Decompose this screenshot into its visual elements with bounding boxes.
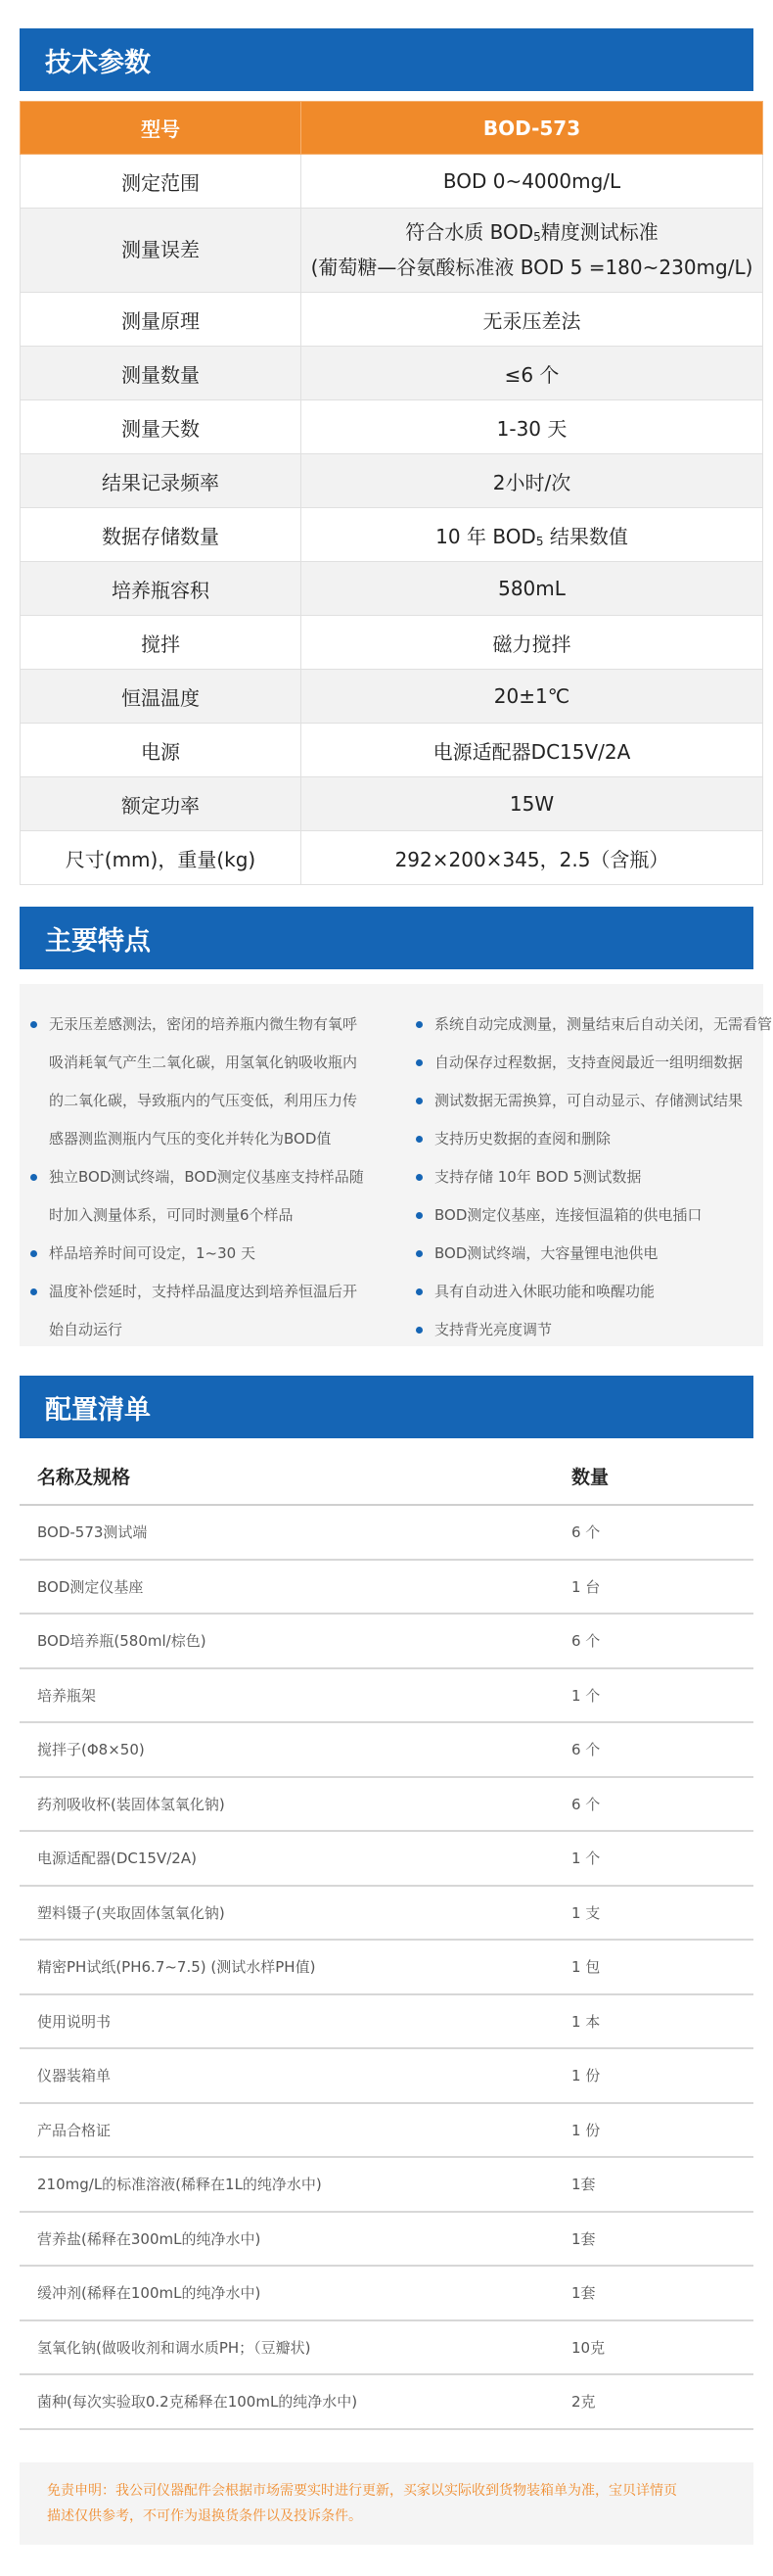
spec-row [21,155,763,209]
spec-value: 2小时/次 [301,454,763,508]
feature-item [25,1196,387,1235]
config-item-name: BOD-573测试端 [37,1523,148,1542]
bullet-icon [30,1250,37,1257]
bullet-icon [30,1174,37,1181]
feature-text: 始自动运行 [49,1321,123,1338]
spec-label: 培养瓶容积 [21,562,301,616]
features-panel [20,984,773,1346]
spec-label: 结果记录频率 [21,454,301,508]
features-list-right [411,1006,773,1349]
feature-item [25,1311,387,1349]
feature-text: 样品培养时间可设定，1~30 天 [49,1244,255,1262]
config-item-qty: 10克 [571,2338,606,2357]
config-item-name: BOD培养瓶(580ml/棕色) [37,1632,206,1651]
config-row [20,1832,753,1887]
spec-label: 电源 [21,724,301,777]
bullet-icon [416,1098,423,1104]
spec-header-model: BOD-573 [301,102,763,155]
bullet-icon [416,1327,423,1334]
spec-value-part: 10 年 BOD [435,524,536,548]
config-item-qty: 1 份 [571,2121,601,2139]
config-rows [20,1506,753,2430]
spec-row [21,347,763,400]
config-item-qty: 6 个 [571,1795,601,1813]
feature-text: 测试数据无需换算，可自动显示、存储测试结果 [434,1092,744,1109]
config-row [20,2049,753,2104]
config-item-name: 氢氧化钠(做吸收剂和调水质PH；（豆瓣状) [37,2338,311,2357]
config-item-name: 精密PH试纸(PH6.7~7.5) (测试水样PH值) [37,1958,316,1977]
config-item-qty: 1 支 [571,1903,601,1922]
bullet-icon [416,1212,423,1219]
config-item-qty: 1套 [571,2176,596,2194]
bullet-icon [416,1136,423,1143]
spec-value-subscript: 5 [535,534,544,548]
spec-row [21,670,763,724]
spec-header-label: 型号 [21,102,301,155]
spec-table [20,101,763,885]
bullet-icon [30,1288,37,1295]
config-row [20,1506,753,1561]
spec-value: 电源适配器DC15V/2A [301,724,763,777]
config-item-qty: 6 个 [571,1741,601,1759]
spec-row [21,616,763,670]
spec-value: ≤6 个 [301,347,763,400]
feature-text: 支持存储 10年 BOD 5测试数据 [434,1168,642,1186]
config-section-title: 配置清单 [20,1376,753,1438]
feature-text: 系统自动完成测量，测量结束后自动关闭，无需看管 [434,1015,773,1033]
spec-value [301,209,763,293]
feature-text: 独立BOD测试终端，BOD测定仪基座支持样品随 [49,1168,364,1186]
bullet-icon [30,1021,37,1028]
spec-value: 292×200×345，2.5（含瓶） [301,831,763,885]
config-row [20,1887,753,1942]
spec-label: 尺寸(mm)，重量(kg) [21,831,301,885]
config-item-name: 使用说明书 [37,2012,112,2031]
feature-item [25,1006,387,1044]
config-item-qty: 1 台 [571,1577,601,1596]
feature-item [411,1311,773,1349]
config-item-qty: 1 本 [571,2012,601,2031]
spec-label: 测量数量 [21,347,301,400]
config-item-name: 搅拌子(Φ8×50) [37,1741,145,1759]
spec-value: BOD 0~4000mg/L [301,155,763,209]
disclaimer-line: 描述仅供参考，不可作为退换货条件以及投诉条件。 [47,2508,362,2524]
spec-row [21,831,763,885]
config-item-name: 210mg/L的标准溶液(稀释在1L的纯净水中) [37,2176,322,2194]
config-row [20,2375,753,2430]
config-item-name: 缓冲剂(稀释在100mL的纯净水中) [37,2284,261,2303]
feature-item [25,1120,387,1158]
config-item-qty: 6 个 [571,1523,601,1542]
spec-label: 测定范围 [21,155,301,209]
bullet-icon [416,1059,423,1066]
spec-value-subscript: 5 [533,230,541,244]
spec-label: 测量原理 [21,293,301,347]
spec-value: 15W [301,777,763,831]
config-row [20,1778,753,1833]
feature-text: 支持历史数据的查阅和删除 [434,1130,612,1147]
spec-label: 搅拌 [21,616,301,670]
spec-value: 磁力搅拌 [301,616,763,670]
spec-value [301,508,763,562]
feature-item [411,1196,773,1235]
bullet-icon [416,1250,423,1257]
feature-item [25,1158,387,1196]
config-item-qty: 1 个 [571,1686,601,1705]
config-item-qty: 1套 [571,2229,596,2248]
feature-text: BOD测定仪基座，连接恒温箱的供电插口 [434,1206,703,1224]
config-item-name: 电源适配器(DC15V/2A) [37,1850,197,1868]
bullet-icon [416,1174,423,1181]
config-row [20,1615,753,1669]
feature-item [411,1006,773,1044]
config-header-row [20,1447,753,1506]
config-item-name: 菌种(每次实验取0.2克稀释在100mL的纯净水中) [37,2393,358,2412]
config-item-name: 产品合格证 [37,2121,112,2139]
config-row [20,1723,753,1778]
spec-value-part: 结果数值 [543,524,628,548]
feature-text: 感器测监测瓶内气压的变化并转化为BOD值 [49,1130,332,1147]
config-row [20,2267,753,2321]
spec-label: 测量天数 [21,400,301,454]
config-item-qty: 1 份 [571,2067,601,2085]
spec-label: 额定功率 [21,777,301,831]
feature-text: 的二氧化碳，导致瓶内的气压变低，利用压力传 [49,1092,358,1109]
config-row [20,2321,753,2376]
feature-text: 支持背光亮度调节 [434,1321,553,1338]
config-row [20,2213,753,2268]
feature-item [411,1158,773,1196]
disclaimer-notice [20,2462,753,2545]
feature-item [25,1235,387,1273]
feature-item [411,1235,773,1273]
feature-text: BOD测试终端，大容量锂电池供电 [434,1244,659,1262]
spec-row [21,454,763,508]
spec-section-title: 技术参数 [20,28,753,91]
feature-text: 具有自动进入休眠功能和唤醒功能 [434,1283,656,1300]
config-row [20,2158,753,2213]
feature-item [25,1082,387,1120]
spec-value-part: 精度测试标准 [540,220,659,244]
config-item-qty: 2克 [571,2393,596,2412]
feature-text: 吸消耗氧气产生二氧化碳，用氢氧化钠吸收瓶内 [49,1054,358,1071]
spec-value: 1-30 天 [301,400,763,454]
spec-row [21,508,763,562]
config-item-name: 仪器装箱单 [37,2067,112,2085]
config-header-name: 名称及规格 [37,1466,131,1488]
disclaimer-line: 免责申明：我公司仪器配件会根据市场需要实时进行更新，买家以实际收到货物装箱单为准，宝贝详情页 [47,2483,677,2499]
feature-text: 自动保存过程数据，支持查阅最近一组明细数据 [434,1054,744,1071]
spec-label: 测量误差 [21,209,301,293]
spec-value: 580mL [301,562,763,616]
spec-row [21,400,763,454]
config-table [20,1447,753,2430]
config-row [20,1669,753,1724]
config-item-qty: 1 个 [571,1850,601,1868]
config-item-name: 药剂吸收杯(装固体氢氧化钠) [37,1795,225,1813]
config-item-name: 营养盐(稀释在300mL的纯净水中) [37,2229,261,2248]
config-item-qty: 6 个 [571,1632,601,1651]
config-item-name: 塑料镊子(夹取固体氢氧化钠) [37,1903,225,1922]
spec-row [21,724,763,777]
spec-label: 恒温温度 [21,670,301,724]
feature-text: 温度补偿延时，支持样品温度达到培养恒温后开 [49,1283,358,1300]
config-header-qty: 数量 [571,1466,610,1488]
features-list-left [25,1006,387,1349]
config-row [20,2104,753,2159]
spec-header-row [21,102,763,155]
spec-label: 数据存储数量 [21,508,301,562]
spec-row [21,562,763,616]
spec-value-line2: (葡萄糖—谷氨酸标准液 BOD 5 =180~230mg/L) [310,256,753,279]
config-row [20,1561,753,1616]
spec-row [21,777,763,831]
feature-item [411,1120,773,1158]
config-item-name: 培养瓶架 [37,1686,97,1705]
feature-item [25,1273,387,1311]
spec-row [21,293,763,347]
spec-value: 20±1℃ [301,670,763,724]
feature-item [411,1273,773,1311]
config-item-name: BOD测定仪基座 [37,1577,144,1596]
spec-row [21,209,763,293]
feature-item [411,1044,773,1082]
feature-item [411,1082,773,1120]
config-item-qty: 1套 [571,2284,596,2303]
config-row [20,1941,753,1995]
bullet-icon [416,1288,423,1295]
spec-value: 无汞压差法 [301,293,763,347]
bullet-icon [416,1021,423,1028]
feature-text: 时加入测量体系，可同时测量6个样品 [49,1206,294,1224]
features-section-title: 主要特点 [20,907,753,969]
feature-text: 无汞压差感测法，密闭的培养瓶内微生物有氧呼 [49,1015,358,1033]
config-row [20,1995,753,2050]
config-item-qty: 1 包 [571,1958,601,1977]
feature-item [25,1044,387,1082]
spec-value-part: 符合水质 BOD [405,220,534,244]
